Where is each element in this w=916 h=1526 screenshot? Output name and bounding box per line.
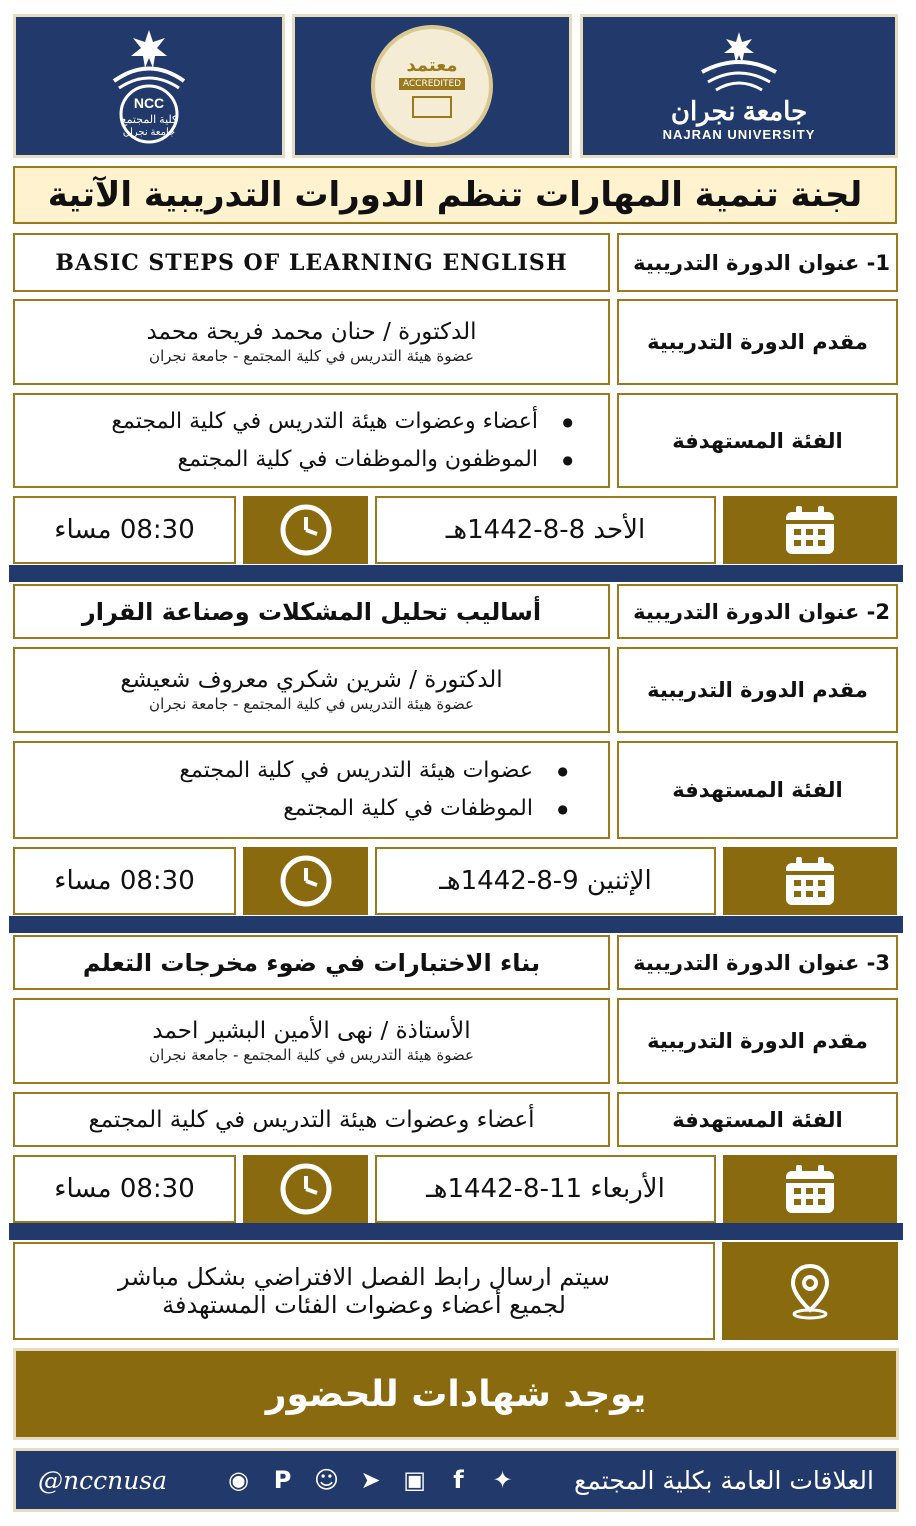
course-1-time: 08:30 مساء xyxy=(13,496,236,564)
course-1-title-label: 1- عنوان الدورة التدريبية xyxy=(617,233,898,292)
najran-logo-icon xyxy=(694,30,784,94)
twitter-icon[interactable]: ✦ xyxy=(492,1466,513,1494)
course-1-title-value: BASIC STEPS OF LEARNING ENGLISH xyxy=(55,249,568,276)
calendar-icon xyxy=(783,504,837,556)
calendar-icon-cell xyxy=(723,1155,897,1223)
course-3-presenter-role: عضوة هيئة التدريس في كلية المجتمع - جامعة نجران xyxy=(149,1046,474,1064)
course-1-date: الأحد 8-8-1442هـ xyxy=(375,496,716,564)
accredited-mark xyxy=(412,96,452,118)
separator xyxy=(9,1223,903,1240)
list-item: ● عضوات هيئة التدريس في كلية المجتمع xyxy=(15,752,533,790)
course-1-target-label: الفئة المستهدفة xyxy=(617,393,898,488)
course-1-target-box xyxy=(13,393,610,488)
calendar-icon xyxy=(783,1163,837,1215)
course-2-title-label: 2- عنوان الدورة التدريبية xyxy=(617,584,898,639)
list-item: ● الموظفون والموظفات في كلية المجتمع xyxy=(15,441,538,479)
course-3-presenter-name: الأستاذة / نهى الأمين البشير احمد xyxy=(152,1018,471,1044)
course-3-title-value: بناء الاختبارات في ضوء مخرجات التعلم xyxy=(82,948,541,977)
instagram-icon[interactable]: ▣ xyxy=(403,1466,426,1494)
course-1-schedule-row xyxy=(13,496,897,564)
certificate-banner xyxy=(13,1348,899,1440)
course-2-presenter-role: عضوة هيئة التدريس في كلية المجتمع - جامعة نجران xyxy=(149,695,474,713)
course-1-presenter-label: مقدم الدورة التدريبية xyxy=(617,299,898,385)
course-1-presenter-box xyxy=(13,299,610,385)
clock-icon-cell xyxy=(243,1155,368,1223)
calendar-icon-cell xyxy=(723,847,897,915)
course-2-presenter-label: مقدم الدورة التدريبية xyxy=(617,647,898,733)
course-2-title-value: أساليب تحليل المشكلات وصناعة القرار xyxy=(81,597,542,626)
course-2-date: الإثنين 9-8-1442هـ xyxy=(375,847,716,915)
social-handle[interactable]: @nccnusa xyxy=(38,1465,168,1495)
course-1-presenter-role: عضوة هيئة التدريس في كلية المجتمع - جامعة نجران xyxy=(149,347,474,365)
najran-logo-panel xyxy=(580,14,898,158)
course-3-presenter-label: مقدم الدورة التدريبية xyxy=(617,998,898,1084)
separator xyxy=(9,916,903,933)
pinterest-icon[interactable]: P xyxy=(273,1466,292,1494)
course-3-target-box xyxy=(13,1092,610,1147)
course-2-schedule-row xyxy=(13,847,897,915)
course-2-presenter-box xyxy=(13,647,610,733)
calendar-icon-cell xyxy=(723,496,897,564)
course-3-target-value: أعضاء وعضوات هيئة التدريس في كلية المجتمع xyxy=(88,1106,535,1133)
course-2-target-label: الفئة المستهدفة xyxy=(617,741,898,839)
location-pin-icon xyxy=(785,1262,835,1320)
accredited-ar: معتمد xyxy=(406,54,458,76)
clock-icon xyxy=(279,854,333,908)
calendar-icon xyxy=(783,855,837,907)
footer-bar xyxy=(13,1448,899,1512)
ncc-logo-university: جامعة نجران xyxy=(122,127,176,138)
clock-icon xyxy=(279,1162,333,1216)
facebook-icon[interactable]: f xyxy=(453,1466,464,1494)
location-line-2: لجميع أعضاء وعضوات الفئات المستهدفة xyxy=(162,1291,566,1319)
ncc-logo-panel xyxy=(13,14,285,158)
list-item: ● الموظفات في كلية المجتمع xyxy=(15,790,533,828)
clock-icon-cell xyxy=(243,496,368,564)
course-2-time: 08:30 مساء xyxy=(13,847,236,915)
course-2-presenter-name: الدكتورة / شرين شكري معروف شعيشع xyxy=(120,667,503,693)
public-relations-label: العلاقات العامة بكلية المجتمع xyxy=(574,1465,874,1495)
list-item: ● أعضاء وعضوات هيئة التدريس في كلية المجتمع xyxy=(15,403,538,441)
social-icons xyxy=(224,1466,518,1494)
clock-icon xyxy=(279,503,333,557)
separator xyxy=(9,565,903,582)
clock-icon-cell xyxy=(243,847,368,915)
certificate-text: يوجد شهادات للحضور xyxy=(265,1373,647,1415)
course-3-title-value-box xyxy=(13,935,610,990)
course-2-target-list xyxy=(15,752,608,828)
course-3-time: 08:30 مساء xyxy=(13,1155,236,1223)
course-3-target-label: الفئة المستهدفة xyxy=(617,1092,898,1147)
location-line-1: سيتم ارسال رابط الفصل الافتراضي بشكل مباشر xyxy=(118,1263,610,1291)
accredited-en: ACCREDITED xyxy=(399,78,465,90)
course-1-target-list xyxy=(15,403,608,479)
ncc-logo-text: NCC xyxy=(133,95,165,111)
page-title-bar xyxy=(13,166,897,224)
page-title: لجنة تنمية المهارات تنظم الدورات التدريبية الآتية xyxy=(47,175,863,215)
location-text-box xyxy=(13,1242,715,1340)
course-3-presenter-box xyxy=(13,998,610,1084)
university-name-en: NAJRAN UNIVERSITY xyxy=(662,127,816,142)
course-3-schedule-row xyxy=(13,1155,897,1223)
university-name-ar: جامعة نجران xyxy=(670,96,808,126)
accredited-logo-panel xyxy=(292,14,572,158)
course-1-presenter-name: الدكتورة / حنان محمد فريحة محمد xyxy=(146,319,477,345)
ncc-logo-college: كلية المجتمع xyxy=(120,114,178,126)
course-3-title-label: 3- عنوان الدورة التدريبية xyxy=(617,935,898,990)
course-3-date: الأربعاء 11-8-1442هـ xyxy=(375,1155,716,1223)
course-1-title-value-box xyxy=(13,233,610,292)
location-icon[interactable]: ◉ xyxy=(228,1466,249,1494)
course-2-target-box xyxy=(13,741,610,839)
location-icon-cell xyxy=(722,1242,898,1340)
telegram-icon[interactable]: ➤ xyxy=(360,1466,381,1494)
accredited-seal-icon xyxy=(371,25,493,147)
snapchat-icon[interactable]: ☺ xyxy=(314,1466,340,1494)
course-2-title-value-box xyxy=(13,584,610,639)
